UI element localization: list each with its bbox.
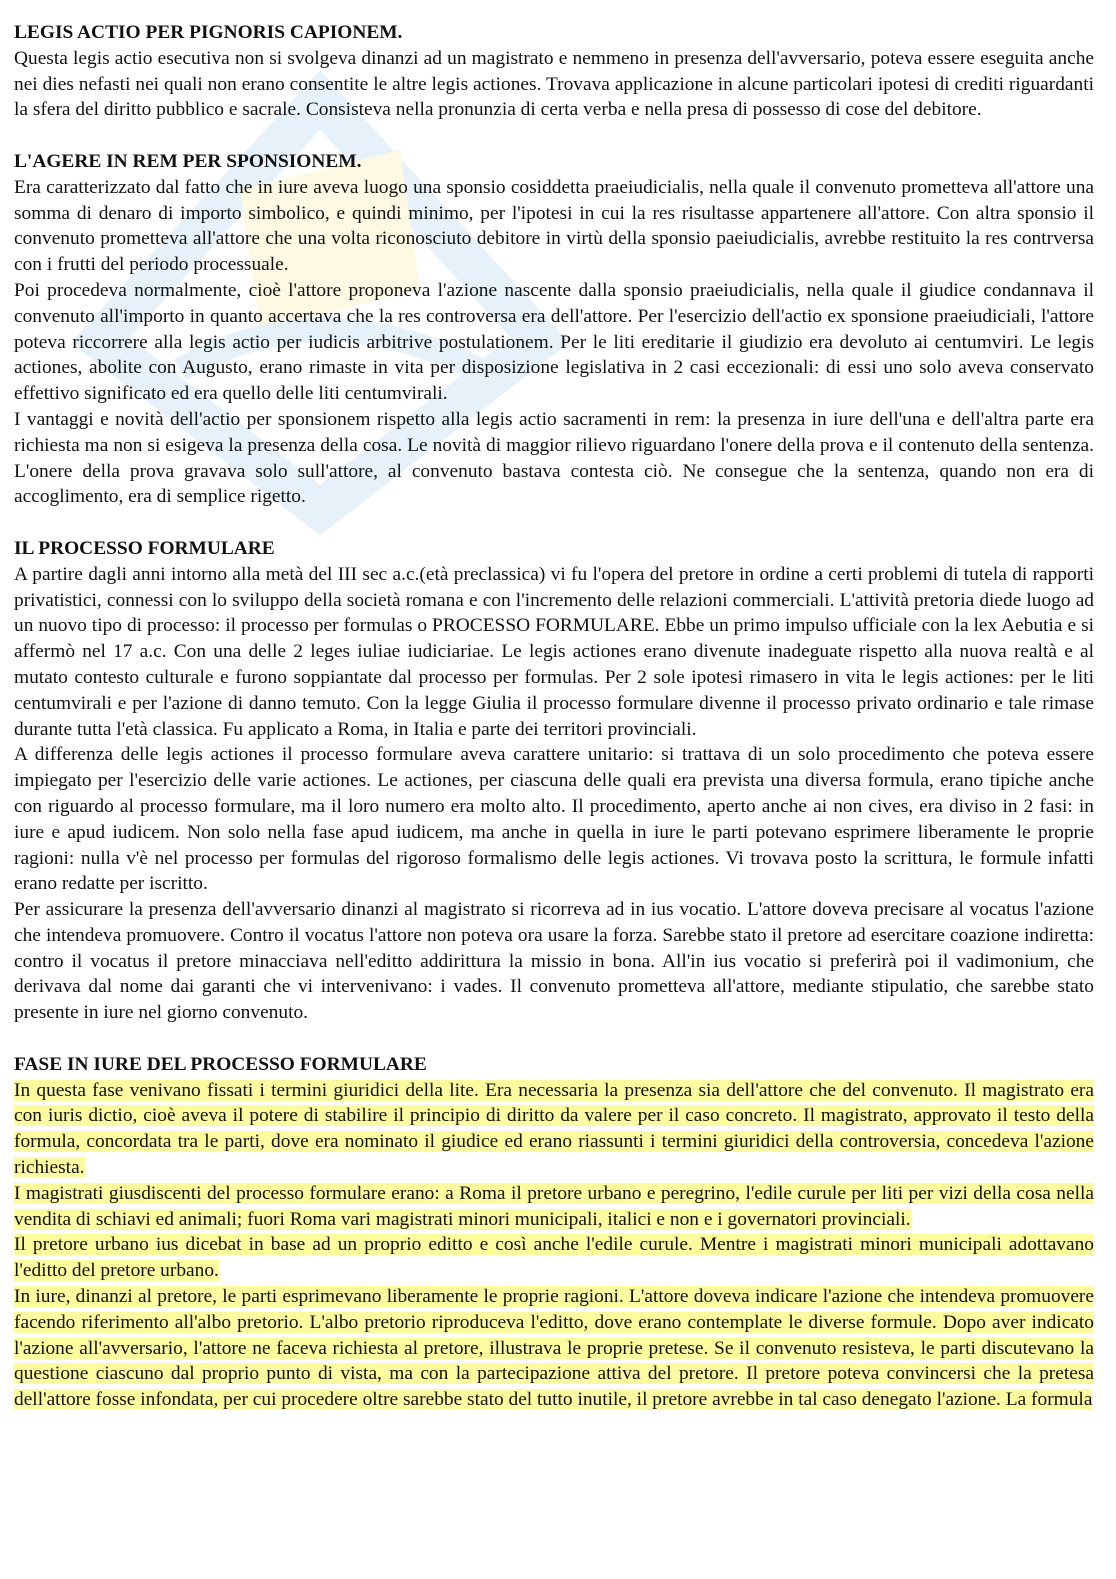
paragraph: Poi procedeva normalmente, cioè l'attore proponeva l'azione nascente dalla sponsio praeiudicialis, nella quale il giudice condannava il convenuto all'importo in quanto accertava che la res controversa era dell'attore. Per l'esercizio dell'actio ex sponsione praeiudiciali, l'attore poteva riccorrere alla legis actio per iudicis arbitrive postulationem. Per le liti ereditarie il giudizio era devoluto ai centumviri. Le legis actiones, abolite con Augusto, erano rimaste in vita per disposizione legislativa in 2 casi eccezionali: di essi uno solo aveva conservato effettivo significato ed era quello delle liti centumvirali. — [14, 279, 1094, 405]
paragraph: I vantaggi e novità dell'actio per sponsionem rispetto alla legis actio sacramenti in rem: la presenza in iure dell'una e dell'altra parte era richiesta ma non si esigeva la presenza della cosa. Le novità di maggior rilievo riguardano l'onere della prova e il contenuto della sentenza. L'onere della prova gravava solo sull'attore, al convenuto bastava contesta ciò. Ne consegue che la sentenza, quando non era di accoglimento, era di semplice rigetto. — [14, 408, 1094, 508]
section-processo-formulare — [14, 536, 1094, 1026]
highlighted-text: In questa fase venivano fissati i termini giuridici della lite. Era necessaria la presenza sia dell'attore che del convenuto. Il magistrato era con iuris dictio, cioè aveva il potere di stabilire il principio di diritto da valere per il caso concreto. Il magistrato, approvato il testo della formula, concordata tra le parti, dove era nominato il giudice ed erano riassunti i termini giuridici della controversia, concedeva l'azione richiesta. — [14, 1079, 1094, 1179]
section-fase-in-iure — [14, 1052, 1094, 1413]
highlighted-paragraph — [14, 1181, 1094, 1233]
highlighted-text: Il pretore urbano ius dicebat in base ad un proprio editto e così anche l'edile curule. Mentre i magistrati minori municipali adottavano l'editto del pretore urbano. — [14, 1234, 1094, 1282]
section-title: LEGIS ACTIO PER PIGNORIS CAPIONEM. — [14, 22, 403, 43]
highlighted-paragraph — [14, 1232, 1094, 1284]
document-page — [14, 20, 1094, 1439]
paragraph: A differenza delle legis actiones il processo formulare aveva carattere unitario: si trattava di un solo procedimento che poteva essere impiegato per l'esercizio delle varie actiones. Le actiones, per ciascuna delle quali era prevista una diversa formula, erano tipiche anche con riguardo al processo formulare, ma il loro numero era molto alto. Il procedimento, aperto anche ai non cives, era diviso in 2 fasi: in iure e apud iudicem. Non solo nella fase apud iudicem, ma anche in quella in iure le parti potevano esprimere liberamente le proprie ragioni: nulla v'è nel processo per formulas del rigoroso formalismo delle legis actiones. Vi trovava posto la scrittura, le formule infatti erano redatte per iscritto. — [14, 744, 1094, 895]
paragraph: A partire dagli anni intorno alla metà del III sec a.c.(età preclassica) vi fu l'opera del pretore in ordine a certi problemi di tutela di rapporti privatistici, connessi con lo sviluppo della società romana e con l'incremento delle relazioni commerciali. L'attività pretoria diede luogo ad un nuovo tipo di processo: il processo per formulas o PROCESSO FORMULARE. Ebbe un primo impulso ufficiale con la lex Aebutia e si affermò nel 17 a.c. Con una delle 2 leges iuliae iudiciariae. Le legis actiones erano divenute inadeguate rispetto alla nuova realtà e al mutato contesto culturale e furono soppiantate dal processo per formulas. Per 2 sole ipotesi rimasero in vita le legis actiones: per le liti centumvirali e per l'azione di danno temuto. Con la legge Giulia il processo formulare divenne il processo privato ordinario e tale rimase durante tutta l'età classica. Fu applicato a Roma, in Italia e parte dei territori provinciali. — [14, 563, 1094, 740]
section-agere-in-rem — [14, 149, 1094, 510]
section-title: FASE IN IURE DEL PROCESSO FORMULARE — [14, 1053, 427, 1075]
highlighted-paragraph — [14, 1284, 1094, 1413]
paragraph: Per assicurare la presenza dell'avversario dinanzi al magistrato si ricorreva ad in ius vocatio. L'attore doveva precisare al vocatus l'azione che intendeva promuovere. Contro il vocatus l'attore non poteva ora usare la forza. Sarebbe stato il pretore ad esercitare coazione indiretta: contro il vocatus il pretore minacciava nell'editto addirittura la missio in bona. All'in ius vocatio si preferirà poi il vadimonium, che derivava dal nome dai garanti che vi intervenivano: i vades. Il convenuto prometteva all'attore, mediante stipulatio, che sarebbe stato presente in iure nel giorno convenuto. — [14, 899, 1094, 1024]
paragraph: Era caratterizzato dal fatto che in iure aveva luogo una sponsio cosiddetta praeiudicialis, nella quale il convenuto prometteva all'attore una somma di denaro di importo simbolico, e quindi minimo, per l'ipotesi in cui la res risultasse appartenere all'attore. Con altra sponsio il convenuto prometteva all'attore che una volta riconosciuto debitore in virtù della sponsio paeiudicialis, avrebbe restituito la res contrversa con i frutti del periodo processuale. — [14, 176, 1094, 276]
section-title: IL PROCESSO FORMULARE — [14, 537, 275, 559]
paragraph: Questa legis actio esecutiva non si svolgeva dinanzi ad un magistrato e nemmeno in presenza dell'avversario, poteva essere eseguita anche nei dies nefasti nei quali non erano consentite le altre legis actiones. Trovava applicazione in alcune particolari ipotesi di crediti riguardanti la sfera del diritto pubblico e sacrale. Consisteva nella pronunzia di certa verba e nella presa di possesso di cose del debitore. — [14, 47, 1094, 121]
section-pignoris-capionem — [14, 20, 1094, 123]
highlighted-text: In iure, dinanzi al pretore, le parti esprimevano liberamente le proprie ragioni. L'attore doveva indicare l'azione che intendeva promuovere facendo riferimento all'albo pretorio. L'albo pretorio riproduceva l'editto, dove erano contemplate le diverse formule. Dopo aver indicato l'azione all'avversario, l'attore ne faceva richiesta al pretore, illustrava le proprie pretese. Se il convenuto resisteva, le parti discutevano la questione ciascuno dal proprio punto di vista, ma con la partecipazione attiva del pretore. Il pretore poteva convincersi che la pretesa dell'attore fosse infondata, per cui procedere oltre sarebbe stato del tutto inutile, il pretore avrebbe in tal caso denegato l'azione. La formula — [14, 1286, 1094, 1411]
highlighted-paragraph — [14, 1078, 1094, 1181]
highlighted-text: I magistrati giusdiscenti del processo formulare erano: a Roma il pretore urbano e peregrino, l'edile curule per liti per vizi della cosa nella vendita di schiavi ed animali; fuori Roma vari magistrati minori municipali, italici e non e i governatori provinciali. — [14, 1182, 1094, 1230]
section-title: L'AGERE IN REM PER SPONSIONEM. — [14, 150, 362, 172]
